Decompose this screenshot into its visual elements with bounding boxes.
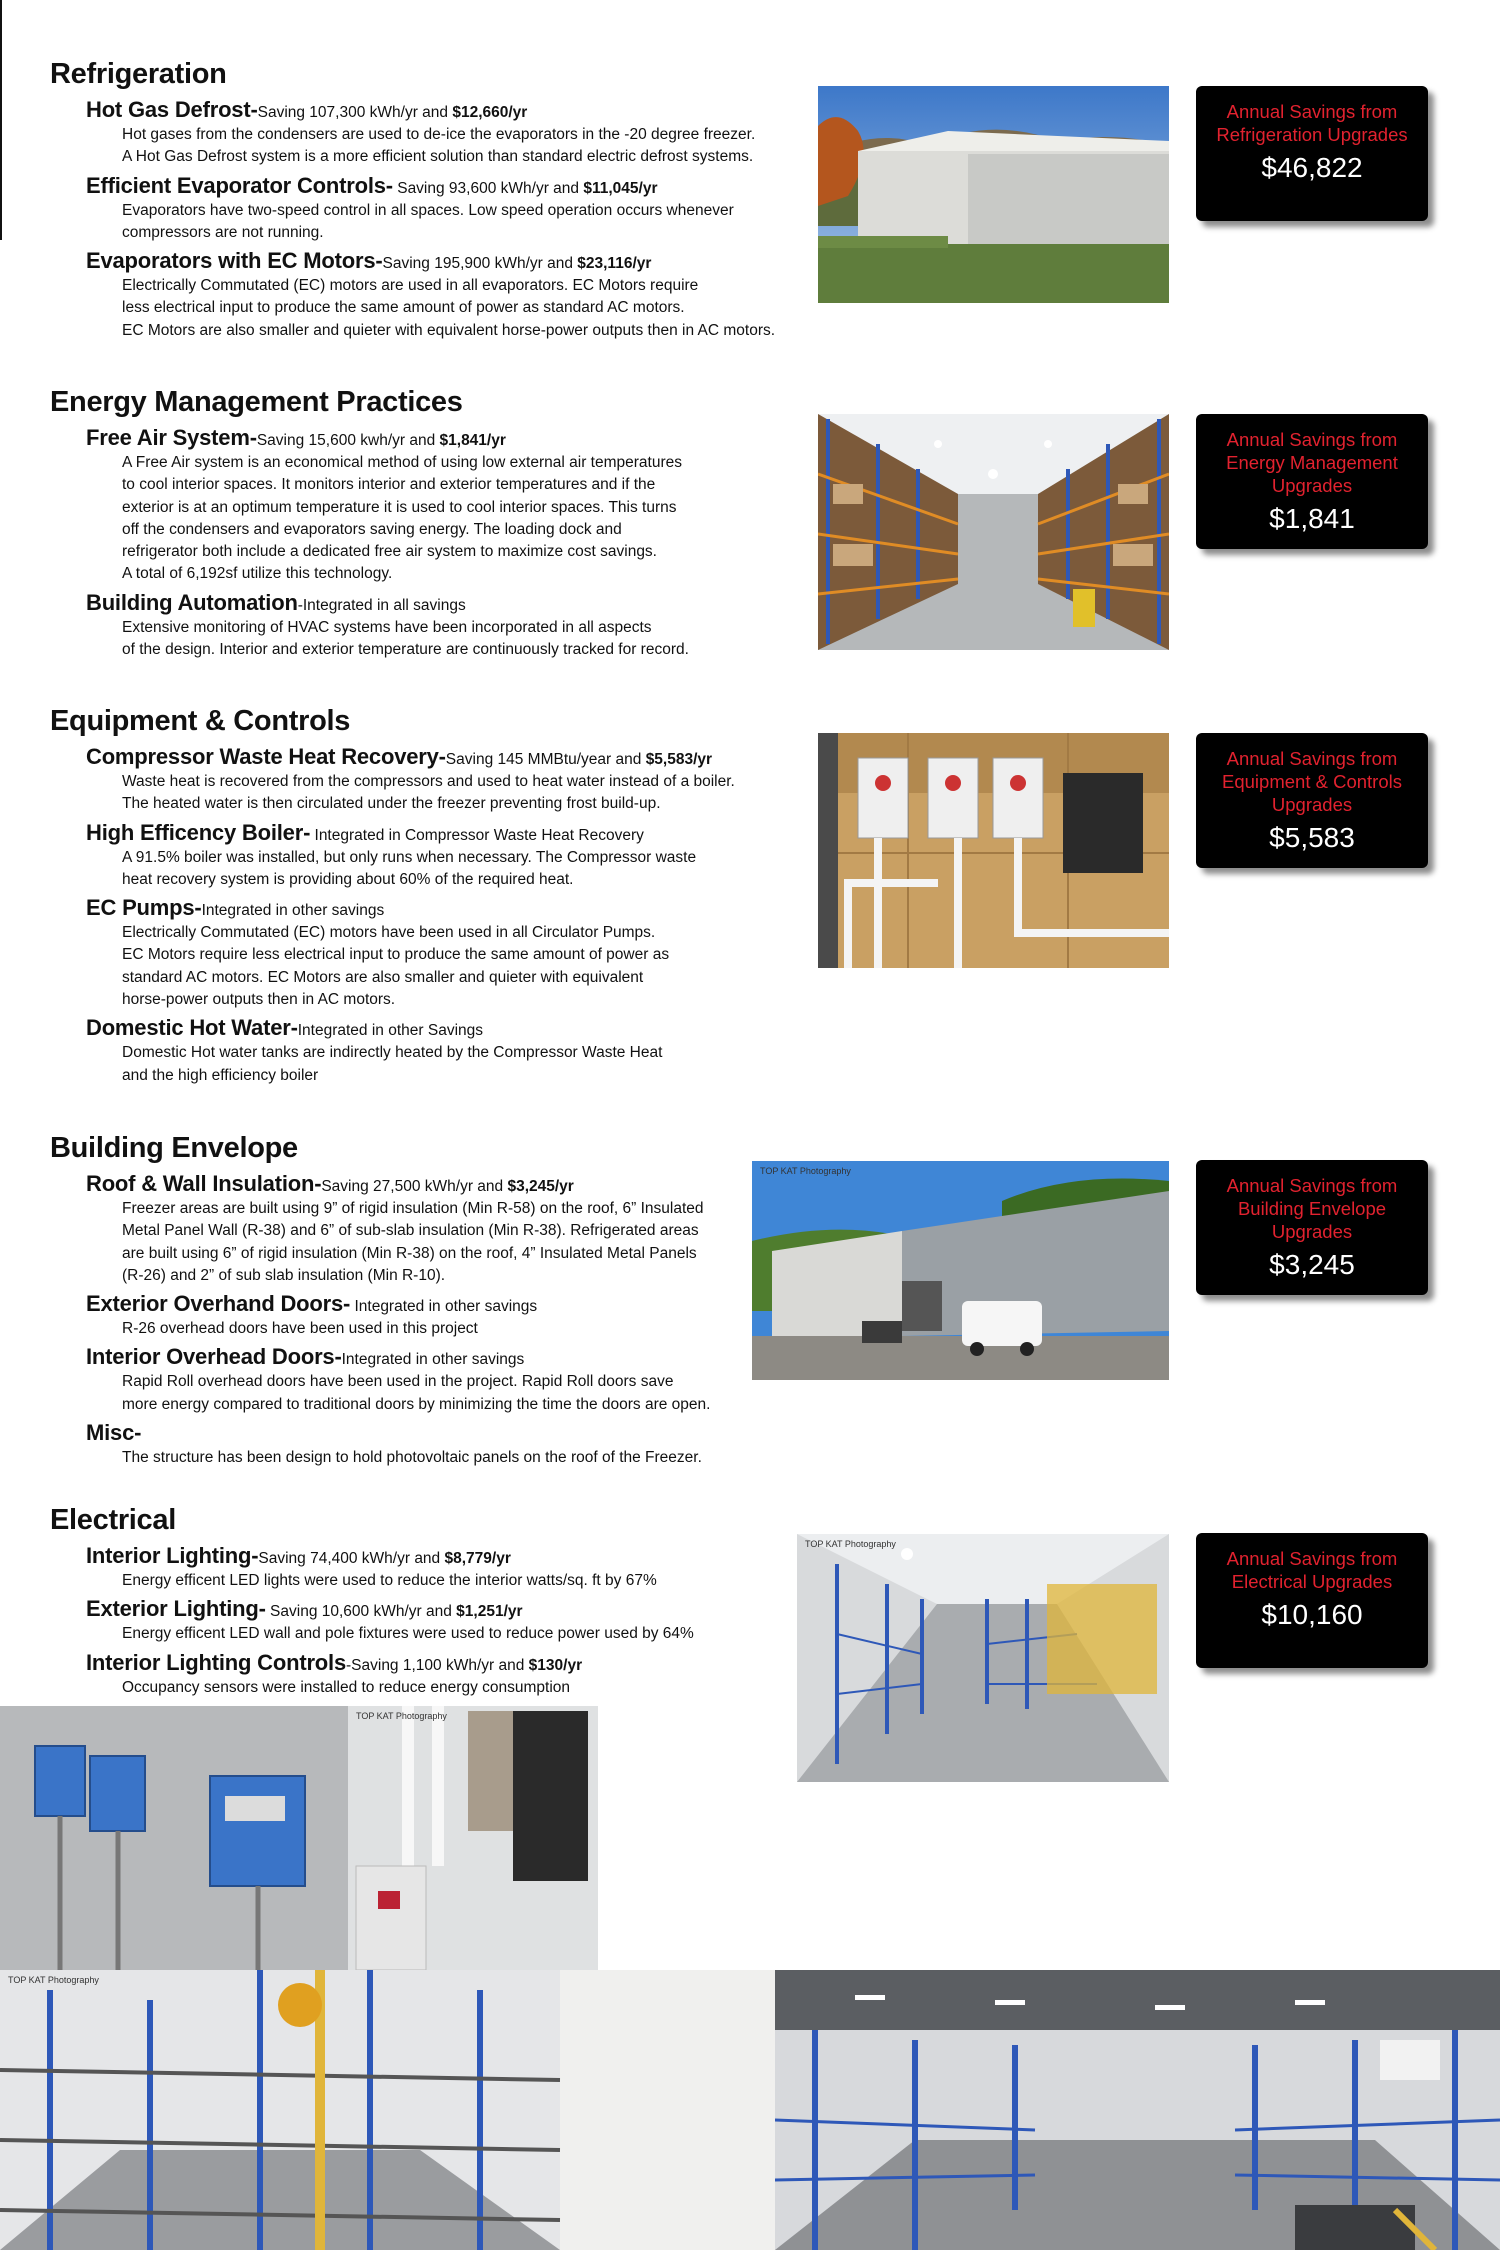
description-line: Extensive monitoring of HVAC systems have been incorporated in all aspects — [122, 618, 652, 636]
savings-box-building-envelope — [1196, 1160, 1428, 1295]
description-line: A Free Air system is an economical method of using low external air temperatures — [122, 454, 682, 471]
photo-watermark: TOP KAT Photography — [760, 1166, 851, 1176]
savings-box-electrical — [1196, 1533, 1428, 1668]
description-line: horse-power outputs then in AC motors. — [122, 991, 396, 1009]
photo-control-panels — [0, 1706, 348, 1970]
section-building-envelope — [50, 1132, 710, 1475]
measure-saving: Integrated in other savings — [341, 1351, 525, 1369]
measure-amount: $3,245/yr — [507, 1178, 574, 1195]
measure-saving: Saving 10,600 kWh/yr and — [265, 1603, 457, 1621]
measure-item — [86, 1649, 694, 1699]
description-line: A 91.5% boiler was installed, but only runs when necessary. The Compressor waste — [122, 848, 697, 866]
measure-name: Domestic Hot Water- — [86, 1015, 298, 1041]
measure-item — [86, 1293, 710, 1340]
savings-box-energy-management — [1196, 414, 1428, 549]
measure-description — [122, 1371, 710, 1416]
section-title: Equipment & Controls — [50, 705, 351, 737]
measure-saving: Saving 15,600 kwh/yr and — [256, 432, 440, 449]
measure-saving: -Integrated in all savings — [297, 596, 466, 614]
description-line: Freezer areas are built using 9” of rigid insulation (Min R-58) on the roof, 6” Insulated — [122, 1200, 704, 1217]
measure-description — [122, 1623, 694, 1645]
description-line: standard AC motors. EC Motors are also smaller and quieter with equivalent — [122, 968, 644, 986]
section-equipment-controls — [50, 705, 735, 1093]
description-line: Domestic Hot water tanks are indirectly heated by the Compressor Waste Heat — [122, 1044, 663, 1062]
measure-description — [122, 771, 735, 816]
measure-name: Compressor Waste Heat Recovery- — [86, 744, 446, 769]
description-line: Rapid Roll overhead doors have been used in the project. Rapid Roll doors save — [122, 1373, 674, 1391]
description-line: (R-26) and 2” of sub slab insulation (Min R-10). — [122, 1266, 446, 1284]
description-line: off the condensers and evaporators saving energy. The loading dock and — [122, 520, 622, 538]
savings-label: Annual Savings from Building Envelope Upgrades — [1226, 1175, 1398, 1242]
description-line: A Hot Gas Defrost system is a more efficient solution than standard electric defrost systems. — [122, 148, 754, 166]
measure-item — [86, 1346, 710, 1416]
measure-saving: Saving 107,300 kWh/yr and — [257, 104, 453, 121]
description-line: Occupancy sensors were installed to reduce energy consumption — [122, 1678, 571, 1696]
photo-watermark: TOP KAT Photography — [356, 1711, 447, 1721]
savings-amount: $3,245 — [1269, 1249, 1355, 1280]
measure-heading — [86, 819, 735, 847]
measure-name: Evaporators with EC Motors- — [86, 248, 383, 274]
measure-name: High Efficency Boiler- — [86, 819, 311, 845]
measure-name: Roof & Wall Insulation- — [86, 1171, 322, 1196]
savings-box-refrigeration — [1196, 86, 1428, 221]
description-line: Evaporators have two-speed control in all spaces. Low speed operation occurs whenever — [122, 201, 734, 219]
photo-large-freezer-racking — [775, 1970, 1500, 2250]
description-line: are built using 6” of rigid insulation (Min R-38) on the roof, 4” Insulated Metal Panels — [122, 1244, 697, 1262]
measure-item — [86, 589, 689, 662]
measure-description — [122, 452, 689, 586]
measure-saving: Integrated in other Savings — [297, 1022, 484, 1040]
measure-description — [122, 200, 775, 245]
measure-name: Exterior Overhand Doors- — [86, 1291, 351, 1317]
measure-item — [86, 172, 775, 245]
description-line: A total of 6,192sf utilize this technology. — [122, 565, 393, 583]
measure-description — [122, 847, 735, 892]
measure-amount: $5,583/yr — [645, 751, 713, 768]
measure-heading — [86, 1017, 735, 1042]
measure-description — [122, 1042, 735, 1087]
measure-amount: $1,841/yr — [439, 432, 506, 449]
description-line: Metal Panel Wall (R-38) and 6” of sub-slab insulation (Min R-38). Refrigerated areas — [122, 1222, 699, 1240]
section-title: Refrigeration — [50, 58, 227, 90]
measure-heading — [86, 589, 689, 617]
measure-saving: Saving 93,600 kWh/yr and — [392, 179, 584, 197]
measure-item — [86, 897, 735, 1011]
measure-name: Hot Gas Defrost- — [86, 97, 258, 122]
photo-empty-shelving — [797, 1534, 1169, 1782]
savings-amount: $5,583 — [1269, 822, 1355, 853]
savings-label: Annual Savings from Energy Management Upgrades — [1226, 429, 1398, 496]
measure-name: Interior Lighting Controls — [86, 1649, 346, 1675]
measure-description — [122, 1677, 694, 1699]
measure-saving: Saving 195,900 kWh/yr and — [382, 255, 578, 273]
measure-name: Misc- — [86, 1420, 142, 1446]
description-line: to cool interior spaces. It monitors interior and exterior temperatures and if the — [122, 476, 656, 494]
description-line: EC Motors are also smaller and quieter with equivalent horse-power outputs then in AC motors. — [122, 321, 776, 339]
measure-amount: $130/yr — [528, 1656, 583, 1674]
measure-name: Building Automation — [86, 589, 298, 615]
measure-name: Interior Overhead Doors- — [86, 1344, 342, 1370]
measure-saving: Integrated in Compressor Waste Heat Recovery — [310, 826, 644, 844]
section-refrigeration — [50, 58, 775, 348]
measure-saving: Integrated in other savings — [201, 902, 385, 920]
description-line: Electrically Commutated (EC) motors have been used in all Circulator Pumps. — [122, 924, 656, 942]
measure-heading — [86, 1649, 694, 1677]
measure-name: Efficient Evaporator Controls- — [86, 172, 393, 198]
measure-description — [122, 617, 689, 662]
measure-heading — [86, 1545, 694, 1570]
measure-item — [86, 1422, 710, 1469]
measure-heading — [86, 897, 735, 922]
photo-watermark: TOP KAT Photography — [8, 1975, 99, 1985]
section-title: Building Envelope — [50, 1132, 298, 1164]
measure-amount: $12,660/yr — [452, 104, 528, 121]
savings-amount: $46,822 — [1261, 152, 1363, 183]
measure-description — [122, 922, 735, 1011]
measure-heading — [86, 1598, 694, 1623]
description-line: Waste heat is recovered from the compressors and used to heat water instead of a boiler. — [122, 773, 735, 790]
description-line: R-26 overhead doors have been used in this project — [122, 1320, 478, 1338]
section-title: Energy Management Practices — [50, 386, 463, 418]
description-line: Energy efficent LED wall and pole fixtures were used to reduce power used by 64% — [122, 1625, 694, 1643]
measure-saving: Saving 74,400 kWh/yr and — [258, 1550, 445, 1567]
measure-description — [122, 1198, 710, 1287]
savings-amount: $10,160 — [1261, 1599, 1363, 1630]
measure-saving: Integrated in other savings — [350, 1298, 538, 1316]
description-line: compressors are not running. — [122, 223, 324, 241]
description-line: more energy compared to traditional doors by minimizing the time the doors are open. — [122, 1395, 711, 1413]
measure-amount: $11,045/yr — [583, 179, 658, 197]
description-line: Electrically Commutated (EC) motors are used in all evaporators. EC Motors require — [122, 277, 699, 295]
measure-heading — [86, 1173, 710, 1198]
savings-label: Annual Savings from Equipment & Controls Upgrades — [1222, 748, 1402, 815]
measure-saving: -Saving 1,100 kWh/yr and — [346, 1656, 529, 1674]
measure-heading — [86, 250, 775, 275]
section-energy-management — [50, 386, 689, 667]
measure-saving: Saving 27,500 kWh/yr and — [321, 1178, 508, 1195]
measure-saving: Saving 145 MMBtu/year and — [445, 751, 646, 768]
measure-heading — [86, 746, 735, 771]
savings-amount: $1,841 — [1269, 503, 1355, 534]
savings-label: Annual Savings from Electrical Upgrades — [1226, 1548, 1398, 1592]
measure-heading — [86, 427, 689, 452]
measure-item — [86, 819, 735, 892]
measure-description — [122, 1318, 710, 1340]
photo-water-heater — [348, 1706, 598, 1970]
description-line: of the design. Interior and exterior temperature are continuously tracked for record. — [122, 641, 689, 659]
description-line: and the high efficiency boiler — [122, 1066, 319, 1084]
measure-description — [122, 1570, 694, 1592]
measure-name: Interior Lighting- — [86, 1543, 259, 1568]
photo-freezer-racking — [0, 1970, 775, 2250]
measure-description — [122, 1447, 710, 1469]
measure-heading — [86, 99, 775, 124]
measure-name: Exterior Lighting- — [86, 1596, 266, 1622]
measure-name: Free Air System- — [86, 425, 257, 450]
description-line: less electrical input to produce the same amount of power as standard AC motors. — [122, 299, 685, 317]
measure-item — [86, 250, 775, 342]
measure-name: EC Pumps- — [86, 895, 202, 921]
description-line: Hot gases from the condensers are used to de-ice the evaporators in the -20 degree freezer. — [122, 126, 756, 143]
measure-description — [122, 124, 775, 169]
measure-item — [86, 427, 689, 586]
measure-description — [122, 275, 775, 342]
section-title: Electrical — [50, 1504, 176, 1536]
photo-warehouse-aisle — [818, 414, 1169, 650]
measure-heading — [86, 1346, 710, 1371]
measure-item — [86, 1545, 694, 1592]
measure-item — [86, 99, 775, 169]
measure-item — [86, 1598, 694, 1645]
photo-watermark: TOP KAT Photography — [805, 1539, 896, 1549]
description-line: Energy efficent LED lights were used to reduce the interior watts/sq. ft by 67% — [122, 1572, 657, 1589]
savings-box-equipment-controls — [1196, 733, 1428, 868]
left-edge-rule — [0, 0, 2, 240]
measure-amount: $23,116/yr — [577, 255, 652, 273]
measure-amount: $1,251/yr — [456, 1603, 523, 1621]
measure-item — [86, 1173, 710, 1287]
photo-mechanical-room — [818, 733, 1169, 968]
measure-heading — [86, 172, 775, 200]
description-line: EC Motors require less electrical input to produce the same amount of power as — [122, 946, 670, 964]
description-line: exterior is at an optimum temperature it is used to cool interior spaces. This turns — [122, 498, 677, 516]
photo-freezer-building-exterior — [818, 86, 1169, 303]
measure-heading — [86, 1293, 710, 1318]
description-line: The heated water is then circulated under the freezer preventing frost build-up. — [122, 795, 661, 813]
measure-amount: $8,779/yr — [444, 1550, 511, 1567]
photo-building-exterior-van — [752, 1161, 1169, 1380]
savings-label: Annual Savings from Refrigeration Upgrades — [1216, 101, 1408, 145]
section-electrical — [50, 1504, 694, 1705]
measure-heading — [86, 1422, 710, 1447]
description-line: refrigerator both include a dedicated free air system to maximize cost savings. — [122, 543, 657, 561]
description-line: The structure has been design to hold photovoltaic panels on the roof of the Freezer. — [122, 1449, 702, 1467]
description-line: heat recovery system is providing about 60% of the required heat. — [122, 870, 574, 888]
measure-item — [86, 1017, 735, 1087]
measure-item — [86, 746, 735, 816]
